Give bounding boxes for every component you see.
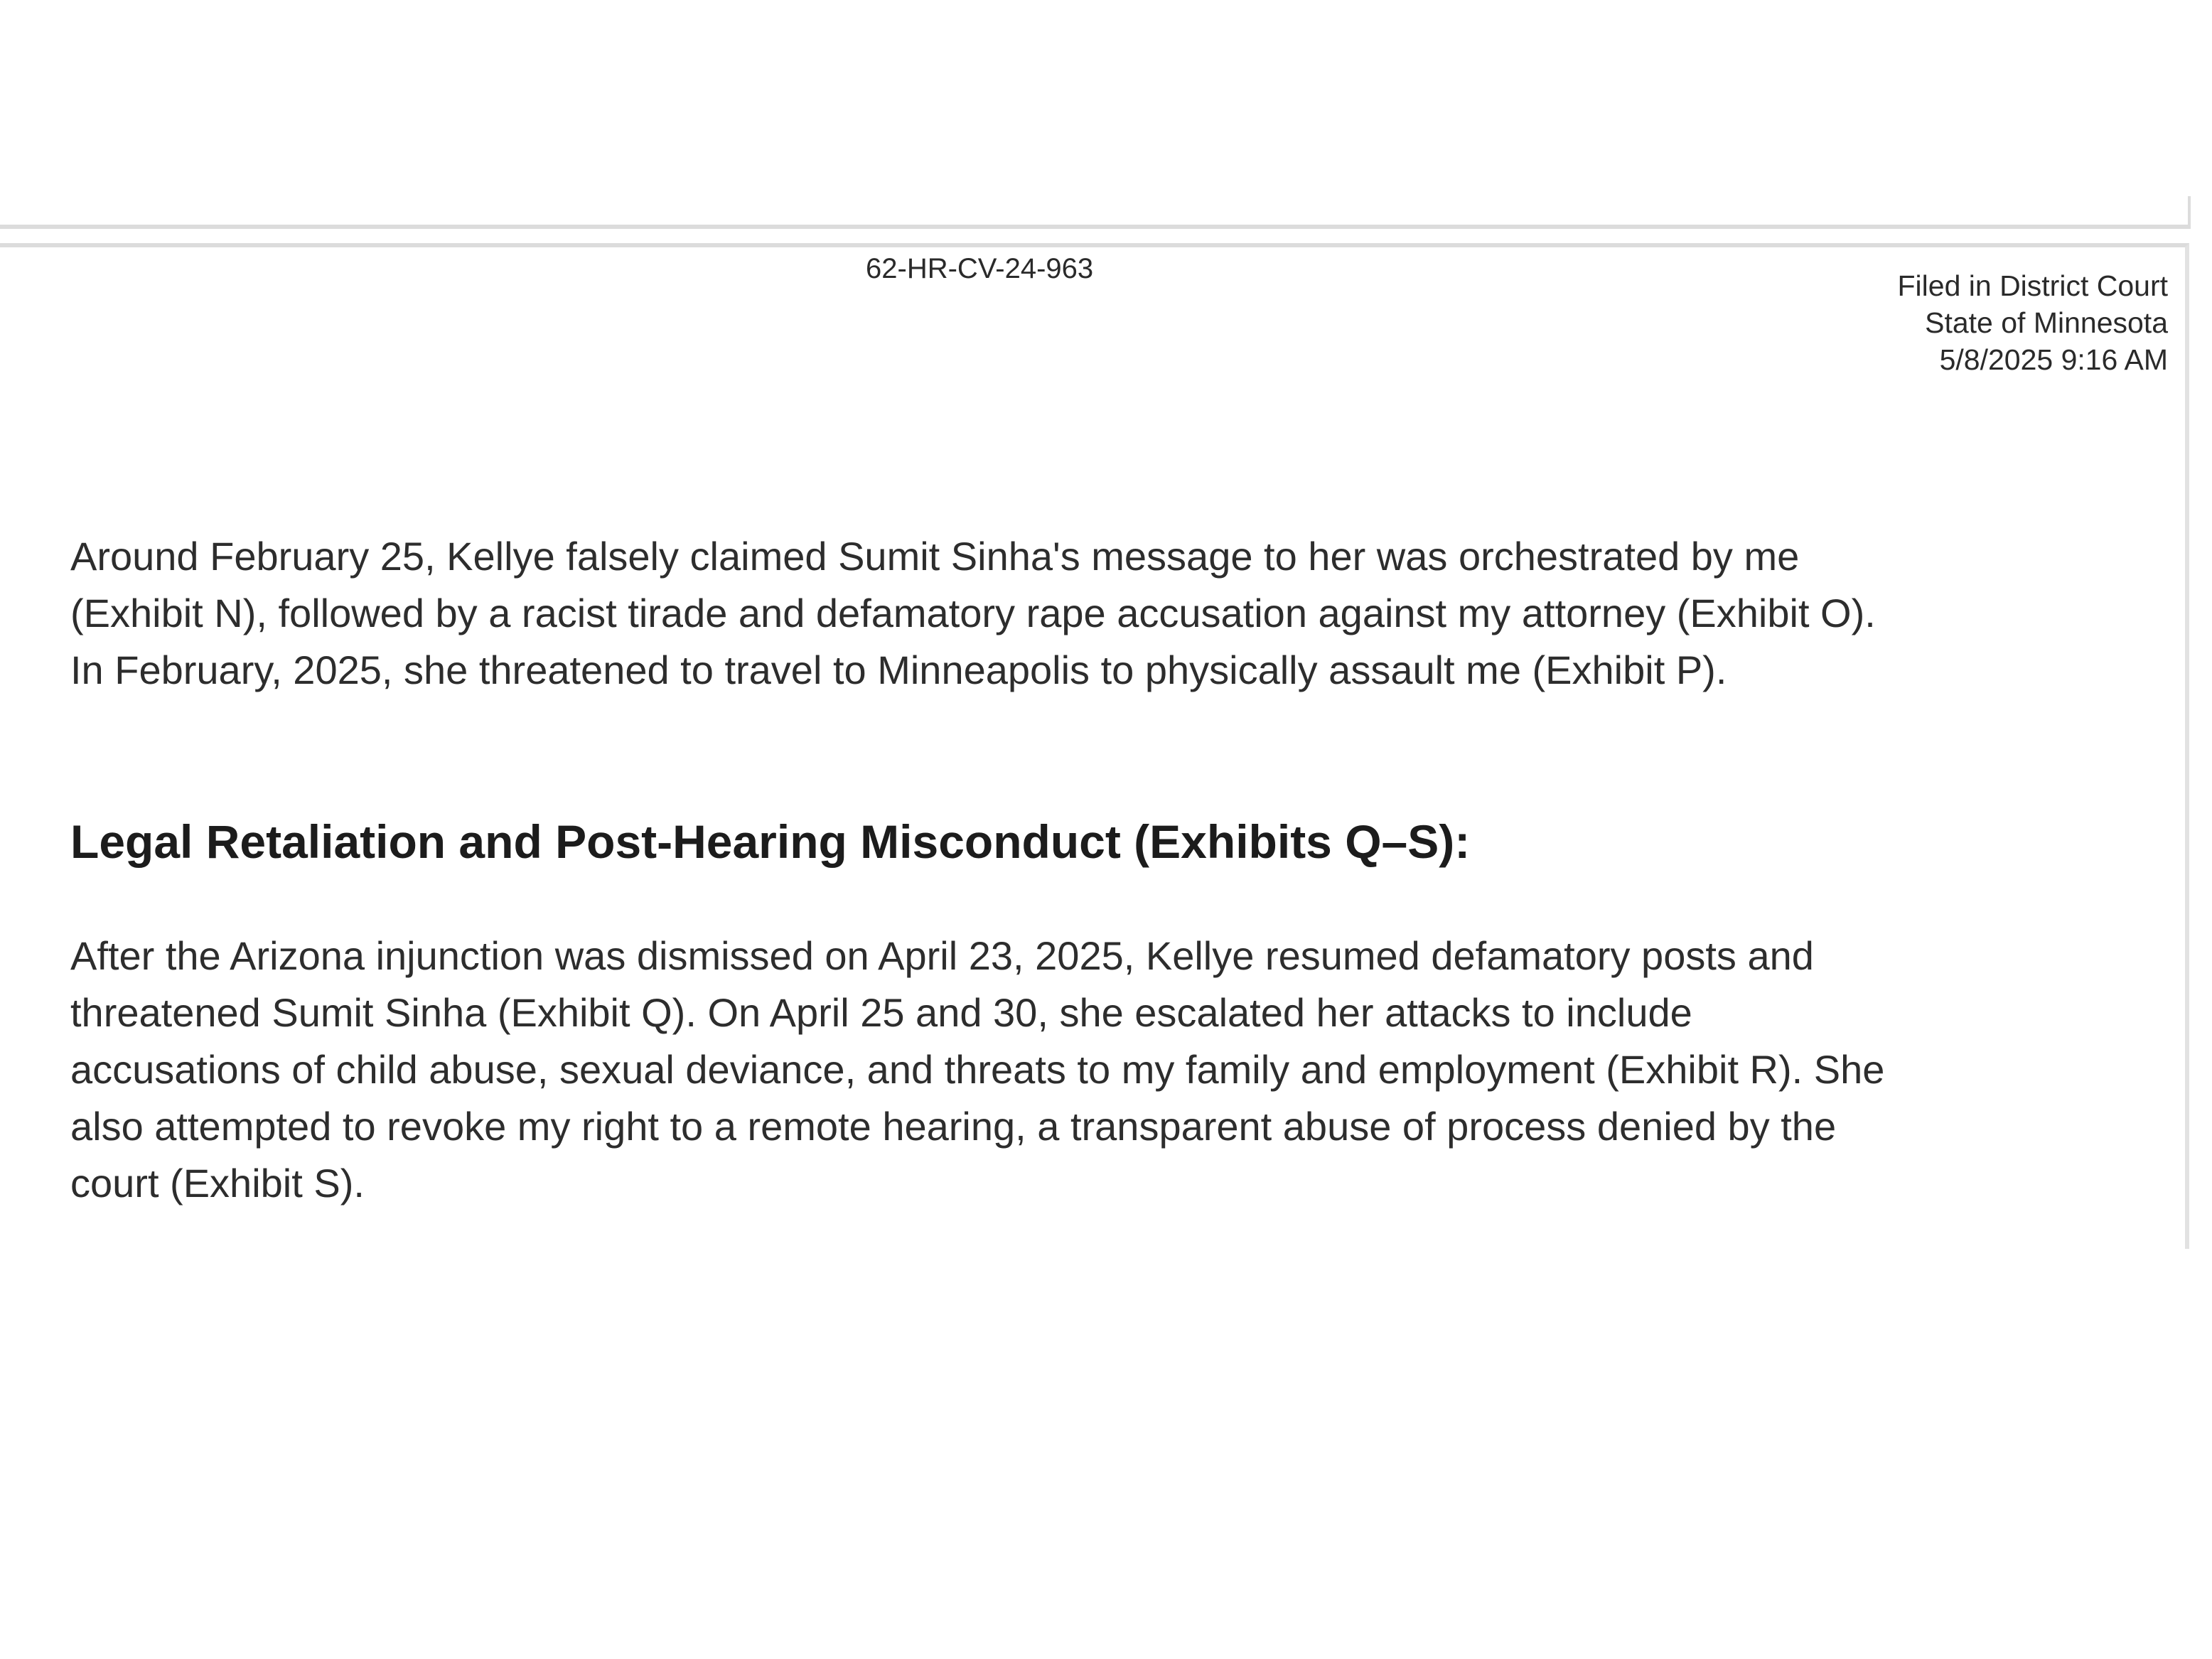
body-paragraph-1: Around February 25, Kellye falsely claimed Sumit Sinha's message to her was orchestrated by me (Exhibit N), followed by a racist tirade and defamatory rape accusation against my attorney (Exhibit O). In February, 2025, she threatened to travel to Minneapolis to physically assault me (Exhibit P). — [70, 534, 1876, 692]
body-paragraph-2: After the Arizona injunction was dismissed on April 23, 2025, Kellye resumed defamatory posts and threatened Sumit Sinha (Exhibit Q). On April 25 and 30, she escalated her attacks to include accusations of child abuse, sexual deviance, and threats to my family and employment (Exhibit R). She also attempted to revoke my right to a remote hearing, a transparent abuse of process denied by the court (Exhibit S). — [70, 933, 1885, 1206]
filing-stamp-court: Filed in District Court — [1897, 269, 2168, 302]
filing-stamp-datetime: 5/8/2025 9:16 AM — [1939, 343, 2168, 376]
case-number: 62-HR-CV-24-963 — [866, 253, 1094, 284]
filing-stamp — [1898, 267, 2168, 378]
section-heading: Legal Retaliation and Post-Hearing Misconduct (Exhibits Q–S): — [70, 815, 1471, 868]
page-separator-edge — [2188, 196, 2191, 229]
page-separator — [0, 225, 2189, 229]
filing-stamp-state: State of Minnesota — [1925, 306, 2168, 339]
